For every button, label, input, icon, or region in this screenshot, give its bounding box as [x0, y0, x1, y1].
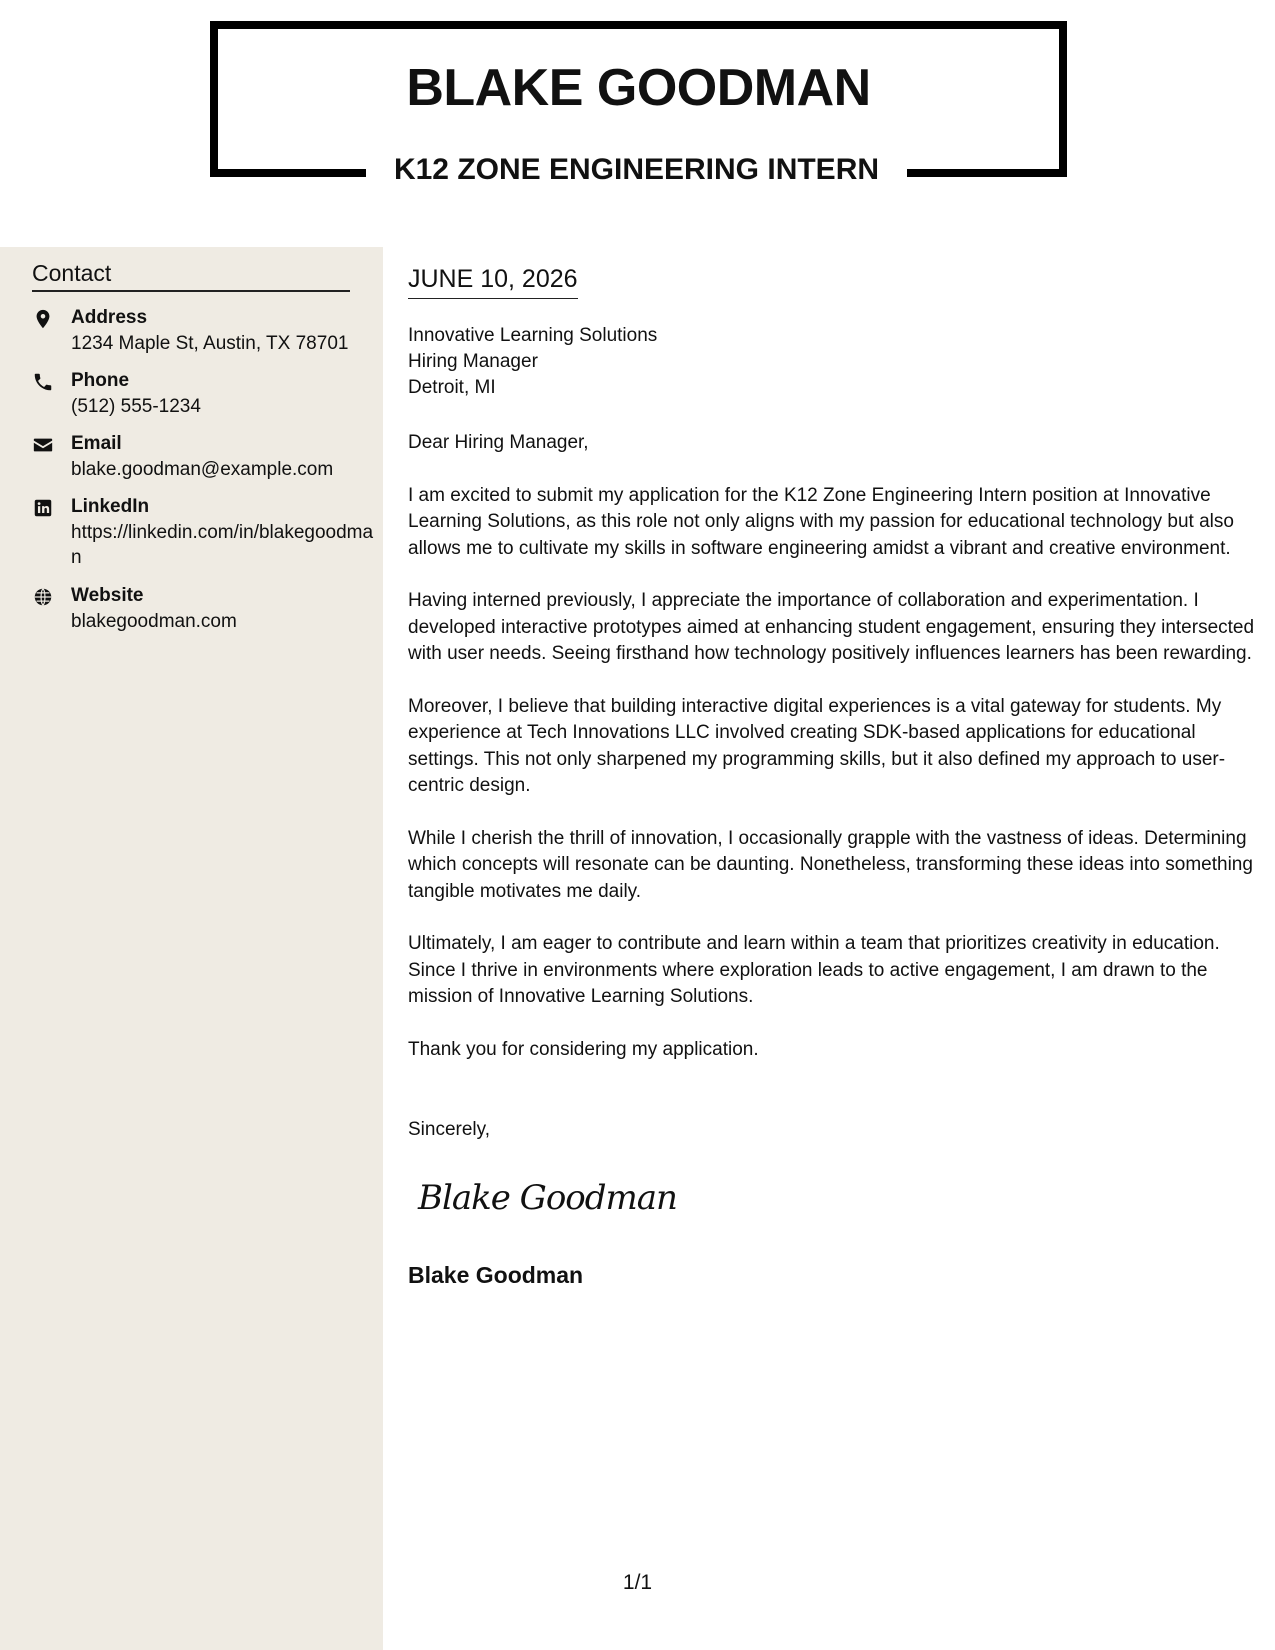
linkedin-icon	[32, 497, 58, 519]
contact-heading: Contact	[32, 260, 350, 292]
body-paragraph: I am excited to submit my application for the K12 Zone Engineering Intern position at Innovative Learning Solutions, as this role not only aligns with my passion for educational technology but also allows me to cultivate my skills in software engineering amidst a vibrant and creative environment.	[408, 484, 1234, 559]
body-paragraph: Ultimately, I am eager to contribute and learn within a team that prioritizes creativity in education. Since I thrive in environments where exploration leads to active engagement, I am drawn to the mission of Innovative Learning Solutions.	[408, 933, 1220, 1007]
closing: Sincerely,	[408, 1119, 491, 1140]
greeting: Dear Hiring Manager,	[408, 432, 589, 453]
contact-label: LinkedIn	[71, 496, 150, 517]
signer-name: Blake Goodman	[408, 1262, 584, 1288]
recipient-block	[408, 323, 657, 401]
body-paragraph: Thank you for considering my application.	[408, 1038, 759, 1060]
contact-value: (512) 555-1234	[71, 396, 201, 417]
recipient-title: Hiring Manager	[408, 351, 538, 372]
contact-label: Website	[71, 585, 144, 606]
contact-value: blake.goodman@example.com	[71, 459, 334, 480]
recipient-company: Innovative Learning Solutions	[408, 325, 658, 346]
signature: Blake Goodman	[418, 1178, 677, 1218]
contact-value[interactable]: https://linkedin.com/in/blakegoodman	[71, 522, 374, 568]
envelope-icon	[32, 434, 58, 456]
map-pin-icon	[32, 308, 58, 330]
body-paragraph: Having interned previously, I appreciate the importance of collaboration and experimentation. I developed interactive prototypes aimed at enhancing student engagement, ensuring they intersected with user needs. Seeing firsthand how technology positively influences learners has been rewarding.	[408, 590, 1255, 664]
applicant-name: BLAKE GOODMAN	[406, 59, 871, 117]
globe-icon	[32, 586, 58, 608]
job-title: K12 ZONE ENGINEERING INTERN	[393, 153, 880, 186]
contact-value[interactable]: blakegoodman.com	[71, 611, 237, 632]
body-paragraph: While I cherish the thrill of innovation, I occasionally grapple with the vastness of ideas. Determining which concepts will resonate can be daunting. Nonetheless, transforming these ideas into something tangible motivates me daily.	[408, 827, 1253, 902]
contact-label: Email	[71, 433, 122, 454]
recipient-location: Detroit, MI	[408, 377, 496, 398]
frame-left-border	[210, 21, 218, 177]
frame-right-border	[1059, 21, 1067, 177]
body-paragraph: Moreover, I believe that building interactive digital experiences is a vital gateway for students. My experience at Tech Innovations LLC involved creating SDK-based applications for educational settings. This not only sharpened my programming skills, but it also defined my approach to user-centric design.	[408, 695, 1226, 796]
frame-top-border	[210, 21, 1067, 29]
phone-icon	[32, 371, 58, 393]
letter-body	[408, 430, 1258, 1089]
letter-date: JUNE 10, 2026	[408, 264, 578, 299]
page-number: 1/1	[622, 1571, 653, 1594]
contact-value: 1234 Maple St, Austin, TX 78701	[71, 333, 349, 354]
contact-label: Phone	[71, 370, 130, 391]
frame-bottom-left-border	[210, 169, 366, 177]
contact-label: Address	[71, 307, 148, 328]
frame-bottom-right-border	[907, 169, 1067, 177]
